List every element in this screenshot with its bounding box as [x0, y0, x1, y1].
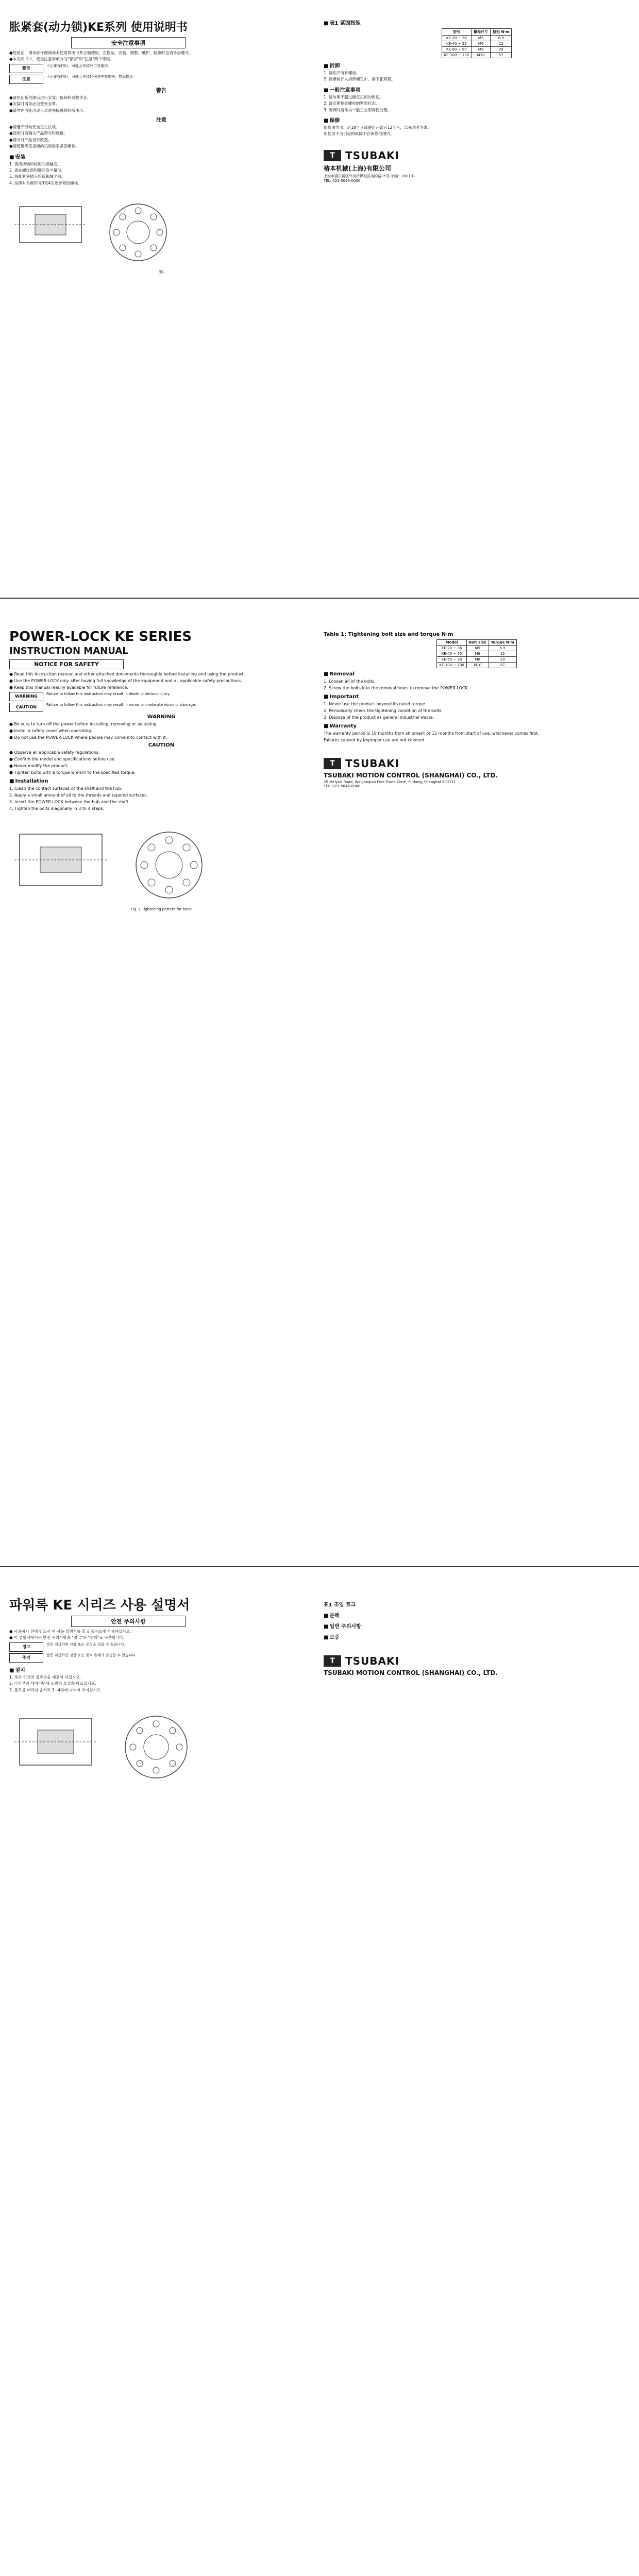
table-cell: KE-20 ~ 36 — [437, 646, 467, 651]
zh-address: 上海市浦东新区外高桥保税区美约路25号 邮编：200131 — [324, 174, 415, 178]
en-intro: ● Keep this manual readily available for future reference. — [9, 685, 128, 690]
table-cell: 12 — [489, 651, 516, 657]
en-warranty-item: Failures caused by improper use are not covered. — [324, 738, 426, 742]
zh-section-drawing — [9, 196, 92, 253]
en-torque-table — [436, 639, 516, 668]
chinese-section — [0, 0, 639, 567]
zh-removal-item: 2. 将螺栓拧入拆卸螺孔中，拆下胀紧套。 — [324, 77, 395, 82]
zh-warning-item: ●请勿在可能出现人员意外接触的场所使用。 — [9, 108, 87, 113]
ko-warn-label: 경고 — [9, 1642, 43, 1652]
ko-company: TSUBAKI MOTION CONTROL (SHANGHAI) CO., LTD. — [324, 1669, 498, 1676]
ko-install-item: 1. 축과 허브의 접촉면을 깨끗이 하십시오. — [9, 1674, 81, 1680]
ko-logo — [324, 1655, 630, 1667]
en-address: 25 Meiyue Road, Waigaoqiao Free Trade Zone, Pudong, Shanghai 200131 — [324, 780, 456, 784]
zh-torque-table — [442, 28, 512, 58]
ko-caution-label: 주의 — [9, 1653, 43, 1663]
table-cell: M5 — [466, 646, 489, 651]
en-title: POWER-LOCK KE SERIES — [9, 629, 192, 645]
zh-company: 椿本机械(上海)有限公司 — [324, 164, 391, 172]
en-caution-item: ● Observe all applicable safety regulations. — [9, 750, 100, 755]
zh-warning-heading: 警告 — [156, 88, 166, 94]
en-safety-box: NOTICE FOR SAFETY — [9, 659, 124, 669]
table-cell: M6 — [472, 41, 491, 47]
ko-caution-desc: 잘못 취급하면 경상 또는 물적 손해가 발생할 수 있습니다. — [46, 1653, 137, 1657]
table-cell: M10 — [466, 663, 489, 668]
en-important-item: 3. Dispose of the product as general industrial waste. — [324, 715, 434, 720]
table-cell: M8 — [466, 657, 489, 663]
table-cell: 57 — [491, 53, 512, 58]
zh-tel: TEL: 021-5046-0000 — [324, 178, 361, 183]
ko-warranty-heading: ■ 보증 — [324, 1633, 630, 1640]
table-cell: KE-40 ~ 55 — [442, 41, 472, 47]
zh-caution-row — [9, 75, 313, 84]
table-cell: KE-100 ~ 130 — [442, 53, 472, 58]
en-fig-caption: Fig. 1 Tightening pattern for bolts — [131, 907, 192, 911]
zh-install-item: 2. 请在螺纹部和锥面涂少量油。 — [9, 168, 65, 173]
en-warranty-heading: ■ Warranty — [324, 723, 630, 729]
en-removal-heading: ■ Removal — [324, 671, 630, 677]
ko-safety-box: 안전 주의사항 — [71, 1616, 186, 1627]
zh-caution-item: ●请勿对产品进行改造。 — [9, 137, 52, 142]
table-cell: 12 — [491, 41, 512, 47]
en-company: TSUBAKI MOTION CONTROL (SHANGHAI) CO., LTD. — [324, 772, 498, 779]
zh-warn-label: 警告 — [9, 64, 43, 73]
zh-caution-label: 注意 — [9, 75, 43, 84]
ko-intro: ● 사용하기 전에 반드시 이 사용 설명서를 읽고 올바르게 사용하십시오. — [9, 1629, 131, 1634]
en-warning-item: ● Do not use the POWER-LOCK where people may come into contact with it. — [9, 735, 167, 740]
ko-bolt-pattern — [117, 1708, 195, 1786]
en-section-drawing — [9, 824, 112, 896]
zh-intro-2: ●本说明书中，安全注意事项分为"警告"和"注意"两个等级。 — [9, 57, 114, 62]
zh-caution-item: ●请使用规定扭矩的扭矩扳手紧固螺栓。 — [9, 144, 79, 149]
english-section — [0, 608, 639, 1484]
table-cell: M10 — [472, 53, 491, 58]
table-cell: KE-60 ~ 90 — [437, 657, 467, 663]
table-header: 螺栓尺寸 — [472, 29, 491, 36]
zh-logo — [324, 149, 630, 162]
zh-removal-heading: ■ 拆卸 — [324, 61, 630, 69]
table-row — [437, 651, 516, 657]
table-cell: KE-60 ~ 90 — [442, 47, 472, 53]
table-cell: 6.9 — [491, 36, 512, 41]
zh-fig-caption: 图1 — [158, 270, 164, 275]
en-install-item: 3. Insert the POWER-LOCK between the hub and the shaft. — [9, 800, 130, 804]
ko-removal-heading: ■ 분해 — [324, 1611, 630, 1619]
ko-warn-desc: 잘못 취급하면 사망 또는 중상을 입을 수 있습니다. — [46, 1642, 126, 1647]
brand-name: TSUBAKI — [345, 149, 399, 162]
en-warn-desc: Failure to follow this instruction may result in death or serious injury. — [46, 692, 171, 696]
en-install-item: 2. Apply a small amount of oil to the threads and tapered surfaces. — [9, 793, 148, 798]
en-caution-item: ● Never modify the product. — [9, 764, 69, 768]
zh-install-item: 1. 请清洁轴和轮毂的接触面。 — [9, 161, 61, 166]
zh-caution-item: ●使用时请确认产品型号和规格。 — [9, 131, 68, 136]
table-cell: KE-20 ~ 36 — [442, 36, 472, 41]
table-row — [437, 663, 516, 668]
zh-important-heading: ■ 一般注意事项 — [324, 86, 630, 93]
en-bolt-pattern — [128, 824, 210, 906]
table-row — [437, 657, 516, 663]
en-caution-row — [9, 703, 313, 712]
zh-table-title: ■ 表1 紧固扭矩 — [324, 19, 630, 26]
zh-caution-heading: 注意 — [156, 117, 166, 124]
zh-caution-desc: 不正确操作时，可能会导致轻伤或中等伤害、物品损坏。 — [46, 74, 137, 79]
ko-intro: ● 이 설명서에서는 안전 주의사항을 "경고"와 "주의"로 구분합니다. — [9, 1635, 125, 1640]
zh-bolt-pattern — [102, 196, 174, 268]
ko-section-drawing — [9, 1708, 102, 1775]
en-removal-item: 2. Screw the bolts into the removal holes to remove the POWER-LOCK. — [324, 686, 469, 690]
ko-figures — [9, 1708, 313, 1786]
table-cell: 6.9 — [489, 646, 516, 651]
ko-install-item: 2. 나사부와 테이퍼면에 소량의 오일을 바르십시오. — [9, 1681, 96, 1686]
en-caution-desc: Failure to follow this instruction may result in minor or moderate injury or damage. — [46, 703, 196, 707]
table-header: 扭矩 N·m — [491, 29, 512, 36]
zh-warn-desc: 不正确操作时，可能会导致死亡或重伤。 — [46, 63, 111, 68]
table-header: Bolt size — [466, 640, 489, 646]
section-divider — [0, 598, 639, 599]
tsubaki-logo-icon: T — [324, 758, 341, 769]
en-warning-item: ● Be sure to turn off the power before installing, removing or adjusting. — [9, 722, 158, 726]
tsubaki-logo-icon: T — [324, 150, 341, 161]
zh-install-item: 4. 按照对角顺序分3至4次逐步紧固螺栓。 — [9, 180, 82, 185]
ko-title: 파워록 KE 시리즈 사용 설명서 — [9, 1598, 190, 1613]
en-important-item: 1. Never use the product beyond its rated torque. — [324, 702, 427, 706]
en-caution-item: ● Tighten bolts with a torque wrench to the specified torque. — [9, 770, 136, 775]
en-warn-label: WARNING — [9, 692, 43, 701]
en-table-title: Table 1: Tightening bolt size and torque N·m — [324, 632, 453, 637]
zh-warning-item: ●安装时请务必设置安全罩。 — [9, 101, 60, 107]
en-caution-label: CAUTION — [9, 703, 43, 712]
ko-important-heading: ■ 일반 주의사항 — [324, 1622, 630, 1630]
tsubaki-logo-icon: T — [324, 1655, 341, 1667]
table-cell: M5 — [472, 36, 491, 41]
table-cell: KE-40 ~ 55 — [437, 651, 467, 657]
en-caution-heading: CAUTION — [148, 742, 175, 748]
ko-table-title: 표1 조임 토크 — [324, 1602, 356, 1608]
brand-name: TSUBAKI — [345, 1655, 399, 1667]
ko-install-item: 3. 볼트를 대각선 순서로 3~4회에 나누어 조이십시오. — [9, 1687, 102, 1692]
zh-important-item: 1. 请勿用于超过额定扭矩的用途。 — [324, 94, 383, 99]
table-header: Model — [437, 640, 467, 646]
zh-warn-row — [9, 64, 313, 73]
section-divider — [0, 1566, 639, 1567]
table-row — [437, 646, 516, 651]
en-warning-item: ● Install a safety cover when operating. — [9, 728, 92, 733]
en-important-heading: ■ Important — [324, 694, 630, 700]
table-cell: M8 — [472, 47, 491, 53]
zh-install-item: 3. 将胀紧套插入轮毂和轴之间。 — [9, 174, 65, 179]
zh-warranty-item: 保修期为出厂后18个月或使用开始后12个月，以先到者为准。 — [324, 125, 432, 130]
zh-install-heading: ■ 安装 — [9, 152, 313, 160]
table-row — [442, 36, 512, 41]
table-cell: M6 — [466, 651, 489, 657]
table-row — [442, 41, 512, 47]
en-install-item: 1. Clean the contact surfaces of the shaft and the hub. — [9, 786, 123, 791]
en-warn-row — [9, 692, 313, 701]
en-intro: ● Read this instruction manual and other attached documents thoroughly before installing and using the product. — [9, 672, 245, 676]
zh-caution-item: ●请遵守劳动安全卫生法规。 — [9, 125, 60, 130]
en-warranty-item: The warranty period is 18 months from shipment or 12 months from start of use, whichever comes first. — [324, 731, 539, 736]
en-warning-heading: WARNING — [147, 714, 176, 720]
en-removal-item: 1. Loosen all of the bolts. — [324, 679, 376, 684]
zh-warning-item: ●请在切断电源后进行安装、拆卸和调整作业。 — [9, 95, 91, 100]
table-header: Torque N·m — [489, 640, 516, 646]
ko-install-heading: ■ 설치 — [9, 1666, 313, 1673]
zh-title: 胀紧套(动力锁)KE系列 使用说明书 — [9, 21, 188, 34]
table-header: 型号 — [442, 29, 472, 36]
ko-caution-row — [9, 1653, 313, 1663]
zh-removal-item: 1. 请松开所有螺栓。 — [324, 71, 360, 75]
en-figures — [9, 824, 313, 906]
ko-warn-row — [9, 1642, 313, 1652]
table-cell: 29 — [489, 657, 516, 663]
zh-important-item: 2. 请定期检查螺栓的紧固状态。 — [324, 101, 380, 106]
zh-important-item: 3. 废弃时请作为一般工业废弃物处理。 — [324, 107, 392, 112]
zh-warranty-item: 因使用不当引起的故障不在保修范围内。 — [324, 131, 394, 137]
en-caution-item: ● Confirm the model and specifications before use. — [9, 757, 116, 761]
zh-warranty-heading: ■ 保修 — [324, 116, 630, 124]
en-install-item: 4. Tighten the bolts diagonally in 3 to 4 steps. — [9, 806, 105, 811]
en-important-item: 2. Periodically check the tightening condition of the bolts. — [324, 708, 443, 713]
table-row — [442, 47, 512, 53]
zh-safety-box: 安全注意事项 — [71, 37, 186, 48]
en-logo — [324, 757, 630, 770]
brand-name: TSUBAKI — [345, 757, 399, 770]
en-subtitle: INSTRUCTION MANUAL — [9, 646, 128, 656]
en-tel: TEL: 021-5046-0000 — [324, 784, 361, 788]
table-row — [442, 53, 512, 58]
table-cell: KE-100 ~ 130 — [437, 663, 467, 668]
table-cell: 29 — [491, 47, 512, 53]
table-cell: 57 — [489, 663, 516, 668]
korean-section — [0, 1577, 639, 2555]
zh-intro-1: ●使用前，请务必仔细阅读本使用说明书并正确使用。在搬运、安装、调整、维护、检查时也请务必遵守。 — [9, 50, 193, 55]
zh-figures — [9, 196, 313, 268]
en-intro: ● Use the POWER-LOCK only after having full knowledge of the equipment and all applicable safety precautions. — [9, 679, 242, 683]
en-install-heading: ■ Installation — [9, 778, 313, 784]
